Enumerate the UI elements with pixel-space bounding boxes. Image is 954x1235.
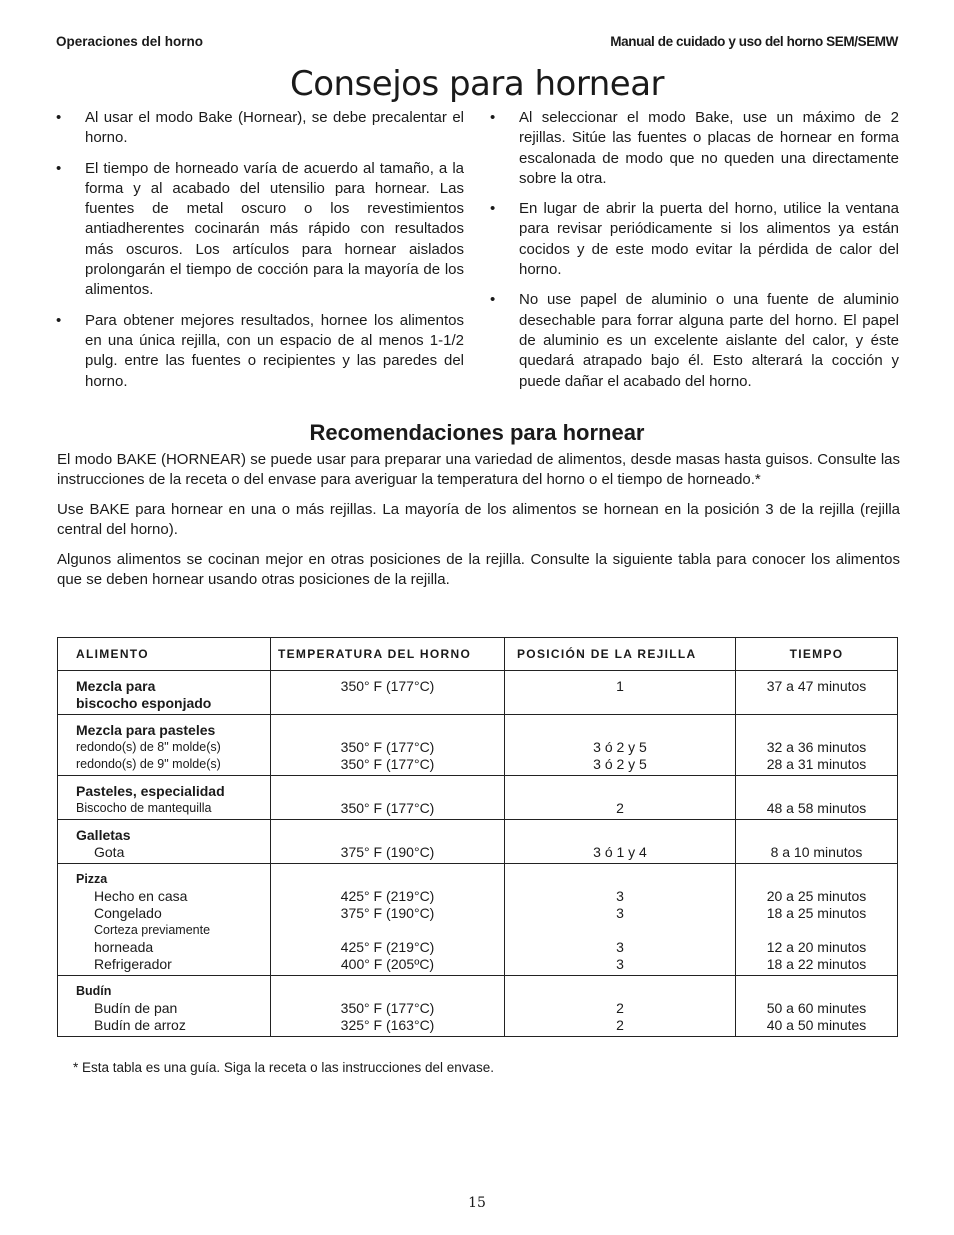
- header-rack-position: POSICIÓN DE LA REJILLA: [505, 638, 736, 671]
- rack-value: 2: [616, 800, 624, 816]
- food-name: Galletas: [76, 827, 131, 843]
- food-variant: Refrigerador: [94, 956, 172, 972]
- page-title: Consejos para hornear: [289, 64, 665, 104]
- food-name: Budín: [76, 984, 112, 998]
- paragraph: Algunos alimentos se cocinan mejor en otras posiciones de la rejilla. Consulte la siguiente tabla para conocer los alimentos que se deben hornear usando otras posiciones de la rejilla.: [57, 551, 900, 588]
- rack-value: 3 ó 2 y 5: [593, 739, 647, 755]
- temp-value: [271, 722, 504, 739]
- temp-value: 400° F (205ºC): [340, 956, 435, 972]
- rack-value: 3: [616, 905, 624, 921]
- header-food: ALIMENTO: [58, 638, 271, 671]
- time-cell: [736, 671, 898, 715]
- temp-value: 325° F (163°C): [340, 1017, 435, 1033]
- time-value: 12 a 20 minutos: [766, 939, 867, 955]
- tip-item: • Para obtener mejores resultados, hornee los alimentos en una única rejilla, con un espacio de al menos 1-1/2 pulg. entre las fuentes o recipientes y las paredes del horno.: [56, 311, 464, 392]
- baking-table: [57, 637, 898, 1037]
- rack-value: [505, 783, 735, 800]
- food-variant: Budín de pan: [94, 1000, 178, 1016]
- food-variant: Budín de arroz: [94, 1017, 186, 1033]
- tips-left-column: [56, 108, 464, 402]
- food-cell: [58, 976, 271, 1037]
- temp-value: 425° F (219°C): [340, 939, 435, 955]
- time-value: 37 a 47 minutos: [766, 678, 867, 694]
- table-row: [58, 864, 898, 976]
- time-value: [736, 922, 897, 939]
- temp-cell: [271, 715, 505, 776]
- food-variant: horneada: [94, 939, 154, 955]
- time-value: [736, 827, 897, 844]
- time-value: 40 a 50 minutes: [766, 1017, 867, 1033]
- food-variant: redondo(s) de 8" molde(s): [76, 740, 221, 754]
- time-value: 28 a 31 minutos: [766, 756, 867, 772]
- rack-value: [505, 722, 735, 739]
- temp-value: 375° F (190°C): [340, 905, 435, 921]
- food-variant: Hecho en casa: [94, 888, 188, 904]
- time-value: [736, 783, 897, 800]
- food-name: Mezcla para: [76, 678, 156, 694]
- table-footnote: * Esta tabla es una guía. Siga la receta o las instrucciones del envase.: [73, 1060, 495, 1075]
- time-value: 8 a 10 minutos: [770, 844, 863, 860]
- table-row: [58, 715, 898, 776]
- food-variant: Congelado: [94, 905, 162, 921]
- temp-value: [271, 983, 504, 1000]
- food-cell: [58, 820, 271, 864]
- rack-value: 3 ó 2 y 5: [593, 756, 647, 772]
- temp-value: [271, 871, 504, 888]
- food-variant: redondo(s) de 9" molde(s): [76, 757, 221, 771]
- temp-value: 350° F (177°C): [340, 756, 435, 772]
- temp-value: [271, 783, 504, 800]
- time-value: [736, 983, 897, 1000]
- food-variant: Gota: [94, 844, 125, 860]
- time-cell: [736, 976, 898, 1037]
- rack-value: [505, 871, 735, 888]
- recommendations-text: [57, 450, 900, 600]
- tip-item: • Al usar el modo Bake (Hornear), se debe precalentar el horno.: [56, 108, 464, 149]
- rack-value: [505, 922, 735, 939]
- rack-cell: [505, 776, 736, 820]
- food-cell: [58, 776, 271, 820]
- rack-value: 1: [616, 678, 624, 694]
- time-value: [736, 871, 897, 888]
- rack-value: [505, 983, 735, 1000]
- temp-value: 350° F (177°C): [340, 739, 435, 755]
- page-number: 15: [468, 1195, 486, 1211]
- food-variant: Corteza previamente: [94, 923, 211, 937]
- rack-cell: [505, 864, 736, 976]
- table-row: [58, 671, 898, 715]
- section-header: Operaciones del horno: [56, 34, 204, 49]
- rack-cell: [505, 715, 736, 776]
- temp-cell: [271, 671, 505, 715]
- rack-value: 2: [616, 1000, 624, 1016]
- time-value: 20 a 25 minutos: [766, 888, 867, 904]
- temp-cell: [271, 776, 505, 820]
- food-cell: [58, 671, 271, 715]
- time-value: 32 a 36 minutos: [766, 739, 867, 755]
- tip-item: • El tiempo de horneado varía de acuerdo al tamaño, a la forma y al acabado del utensilio para hornear. Las fuentes de metal oscuro o los revestimientos antiadherentes cocinarán más rápido con resultados más oscuros. Los artículos para hornear aislados prolongarán el tiempo de cocción para la mayoría de los alimentos.: [56, 159, 464, 301]
- temp-cell: [271, 820, 505, 864]
- temp-value: 425° F (219°C): [340, 888, 435, 904]
- temp-value: 375° F (190°C): [340, 844, 435, 860]
- food-cell: [58, 715, 271, 776]
- time-cell: [736, 864, 898, 976]
- time-value: 50 a 60 minutes: [766, 1000, 867, 1016]
- tip-item: • Al seleccionar el modo Bake, use un máximo de 2 rejillas. Sitúe las fuentes o placas de hornear en forma escalonada de modo que no queden una directamente sobre la otra.: [490, 108, 899, 189]
- temp-value: 350° F (177°C): [340, 1000, 435, 1016]
- tip-item: • En lugar de abrir la puerta del horno, utilice la ventana para revisar periódicamente si los alimentos ya están cocidos y de este modo evitar la pérdida de calor del horno.: [490, 199, 899, 280]
- tip-item: • No use papel de aluminio o una fuente de aluminio desechable para forrar alguna parte del horno. El papel de aluminio es un excelente aislante del calor, y éste quedará atrapado bajo él. Esto alterará la cocción y puede dañar el acabado del horno.: [490, 290, 899, 391]
- food-name: Mezcla para pasteles: [76, 722, 216, 738]
- temp-cell: [271, 864, 505, 976]
- table-row: [58, 976, 898, 1037]
- rack-cell: [505, 976, 736, 1037]
- table-row: [58, 776, 898, 820]
- time-value: 18 a 22 minutos: [766, 956, 867, 972]
- header-temperature: TEMPERATURA DEL HORNO: [271, 638, 505, 671]
- time-cell: [736, 776, 898, 820]
- paragraph: Use BAKE para hornear en una o más rejillas. La mayoría de los alimentos se hornean en la posición 3 de la rejilla (rejilla central del horno).: [57, 501, 900, 538]
- table-row: [58, 820, 898, 864]
- time-value: [736, 722, 897, 739]
- tips-right-column: [490, 108, 899, 402]
- food-variant: Biscocho de mantequilla: [76, 801, 212, 815]
- manual-header: Manual de cuidado y uso del horno SEM/SEMW: [610, 34, 898, 49]
- temp-value: 350° F (177°C): [340, 678, 435, 694]
- rack-cell: [505, 671, 736, 715]
- temp-value: [271, 922, 504, 939]
- section-title: Recomendaciones para hornear: [309, 420, 645, 445]
- temp-value: 350° F (177°C): [340, 800, 435, 816]
- time-cell: [736, 820, 898, 864]
- rack-value: 3: [616, 956, 624, 972]
- paragraph: El modo BAKE (HORNEAR) se puede usar para preparar una variedad de alimentos, desde masas hasta guisos. Consulte las instrucciones de la receta o del envase para averiguar la temperatura del horno o el tiempo de horneado.*: [57, 451, 900, 488]
- header-time: TIEMPO: [736, 638, 898, 671]
- rack-value: 2: [616, 1017, 624, 1033]
- food-name: Pasteles, especialidad: [76, 783, 225, 799]
- rack-value: 3 ó 1 y 4: [593, 844, 647, 860]
- table-header-row: [58, 638, 898, 671]
- food-name: biscocho esponjado: [76, 695, 212, 711]
- time-value: 18 a 25 minutos: [766, 905, 867, 921]
- temp-value: [271, 827, 504, 844]
- food-name: Pizza: [76, 872, 108, 886]
- time-value: 48 a 58 minutos: [766, 800, 867, 816]
- rack-cell: [505, 820, 736, 864]
- food-cell: [58, 864, 271, 976]
- rack-value: 3: [616, 939, 624, 955]
- temp-cell: [271, 976, 505, 1037]
- time-cell: [736, 715, 898, 776]
- rack-value: 3: [616, 888, 624, 904]
- rack-value: [505, 827, 735, 844]
